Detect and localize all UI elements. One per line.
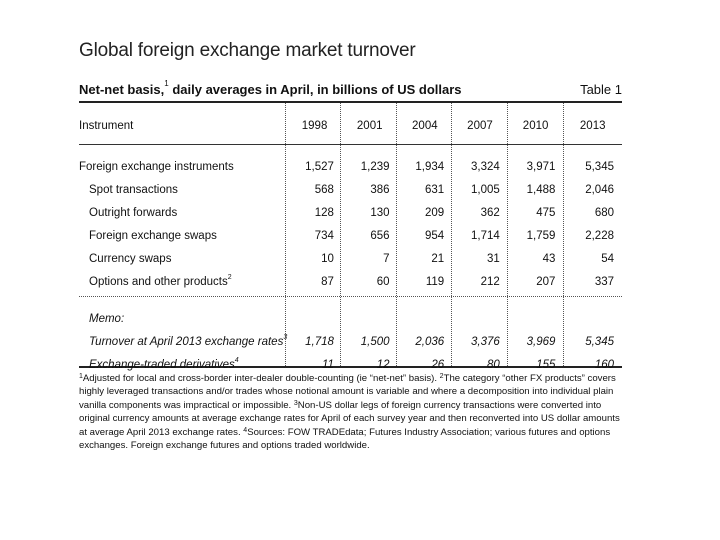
empty-cell <box>287 307 622 330</box>
row-label <box>79 270 287 293</box>
footnote-mark: 2 <box>227 273 232 281</box>
table-cell: 1,005 <box>471 183 500 196</box>
row-label-text: Options and other products <box>89 275 228 288</box>
table-cell: 631 <box>424 183 445 196</box>
table-cell: 680 <box>594 206 614 219</box>
table-cell: 80 <box>486 358 500 371</box>
column-header: 2001 <box>356 120 383 132</box>
table-cell: 31 <box>486 252 500 265</box>
subtitle-rest: daily averages in April, in billions of US dollars <box>172 82 462 97</box>
footnote-2: The category “other FX products” covers highly leveraged transactions and/or trades whose notional amount is variable and where a decomposition into individual plain vanilla components was impractical or impossible. <box>79 373 616 411</box>
table-header-row <box>79 111 622 141</box>
footnote-1: Adjusted for local and cross-border inter-dealer double-counting (ie “net-net” basis). <box>82 373 437 384</box>
table-cell: 1,718 <box>305 335 334 348</box>
table-cell: 3,376 <box>471 335 500 348</box>
row-label-text: Turnover at April 2013 exchange rates <box>89 335 284 348</box>
fx-turnover-table <box>79 111 622 376</box>
subtitle-lead: Net-net basis, <box>79 82 165 97</box>
table-cell: 1,239 <box>360 160 390 173</box>
table-cell: 475 <box>536 206 556 219</box>
column-header: Instrument <box>79 120 134 132</box>
table-row <box>79 155 622 178</box>
table-cell: 3,324 <box>471 160 500 173</box>
footnote-mark: 3 <box>293 399 298 407</box>
table-row <box>79 224 622 247</box>
footnote-mark: 2 <box>439 373 444 380</box>
row-label: Currency swaps <box>89 252 172 265</box>
table-cell: 43 <box>542 252 556 265</box>
row-label: Foreign exchange swaps <box>89 229 217 242</box>
column-header: 2010 <box>522 120 549 132</box>
table-cell: 26 <box>431 358 445 371</box>
table-cell: 568 <box>314 183 334 196</box>
footnote-mark: 4 <box>234 356 239 364</box>
table-cell: 362 <box>480 206 500 219</box>
row-label: Foreign exchange instruments <box>79 160 234 173</box>
table-cell: 1,500 <box>360 335 390 348</box>
table-cell: 119 <box>425 275 445 288</box>
subtitle-footnote-mark: 1 <box>164 79 169 88</box>
table-cell: 160 <box>594 358 614 371</box>
table-row <box>79 201 622 224</box>
table-cell: 155 <box>536 358 556 371</box>
footnote-mark: 3 <box>283 333 288 341</box>
page-title: Global foreign exchange market turnover <box>79 40 416 61</box>
spacer-row <box>79 141 622 155</box>
table-cell: 1,527 <box>305 160 334 173</box>
table-cell: 3,969 <box>526 335 556 348</box>
table-cell: 54 <box>601 252 614 265</box>
table-cell: 1,714 <box>471 229 500 242</box>
table-cell: 734 <box>314 229 334 242</box>
table-cell: 128 <box>314 206 334 219</box>
table-cell: 5,345 <box>585 335 614 348</box>
table-row <box>79 307 622 330</box>
table-cell: 130 <box>370 206 390 219</box>
column-header: 2007 <box>467 120 493 132</box>
table-cell: 337 <box>594 275 614 288</box>
row-label-text: Exchange-traded derivatives <box>89 358 235 371</box>
footnote-mark: 4 <box>243 426 248 434</box>
table-cell: 386 <box>370 183 390 196</box>
row-label <box>79 330 287 353</box>
table-subtitle <box>79 79 622 97</box>
table-cell: 954 <box>424 229 445 242</box>
table-cell: 1,759 <box>526 229 556 242</box>
table-cell: 10 <box>321 252 334 265</box>
table-cell: 21 <box>431 252 445 265</box>
table-row <box>79 178 622 201</box>
footnote-text <box>79 372 624 452</box>
table-cell: 656 <box>370 229 390 242</box>
memo-label: Memo: <box>89 312 125 325</box>
footnotes <box>79 372 624 452</box>
table-cell: 7 <box>383 252 390 265</box>
table-row <box>79 247 622 270</box>
footnote-4: Sources: FOW TRADEdata; Futures Industry Association; various futures and options exchanges. Foreign exchange futures and options traded worldwide. <box>79 426 611 452</box>
table-cell: 2,228 <box>585 229 614 242</box>
table-row <box>79 270 622 293</box>
table-cell: 5,345 <box>585 160 614 173</box>
table-row <box>79 330 622 353</box>
footnote-mark: 1 <box>79 373 83 380</box>
top-rule <box>79 101 622 103</box>
column-header: 1998 <box>301 120 328 132</box>
table-cell: 12 <box>376 358 390 371</box>
row-label: Spot transactions <box>89 183 178 196</box>
table-cell: 1,934 <box>415 160 445 173</box>
spacer-row <box>79 293 622 307</box>
table-cell: 1,488 <box>526 183 556 196</box>
column-header: 2013 <box>579 120 606 132</box>
table-cell: 2,036 <box>415 335 445 348</box>
table-number: Table 1 <box>580 82 622 97</box>
row-label: Outright forwards <box>89 206 178 219</box>
table-cell: 87 <box>321 275 334 288</box>
table-cell: 2,046 <box>585 183 614 196</box>
footnote-3: Non-US dollar legs of foreign currency transactions were converted into original currency amounts at average exchange rates for April of each survey year and then reconverted into US dollar amounts at average April 2013 exchange rates. <box>79 399 620 438</box>
table-cell: 11 <box>321 358 334 371</box>
table-cell: 3,971 <box>526 160 556 173</box>
table-cell: 207 <box>536 275 556 288</box>
column-header: 2004 <box>412 120 438 132</box>
table-cell: 212 <box>480 275 500 288</box>
table-cell: 209 <box>424 206 445 219</box>
table-cell: 60 <box>376 275 390 288</box>
